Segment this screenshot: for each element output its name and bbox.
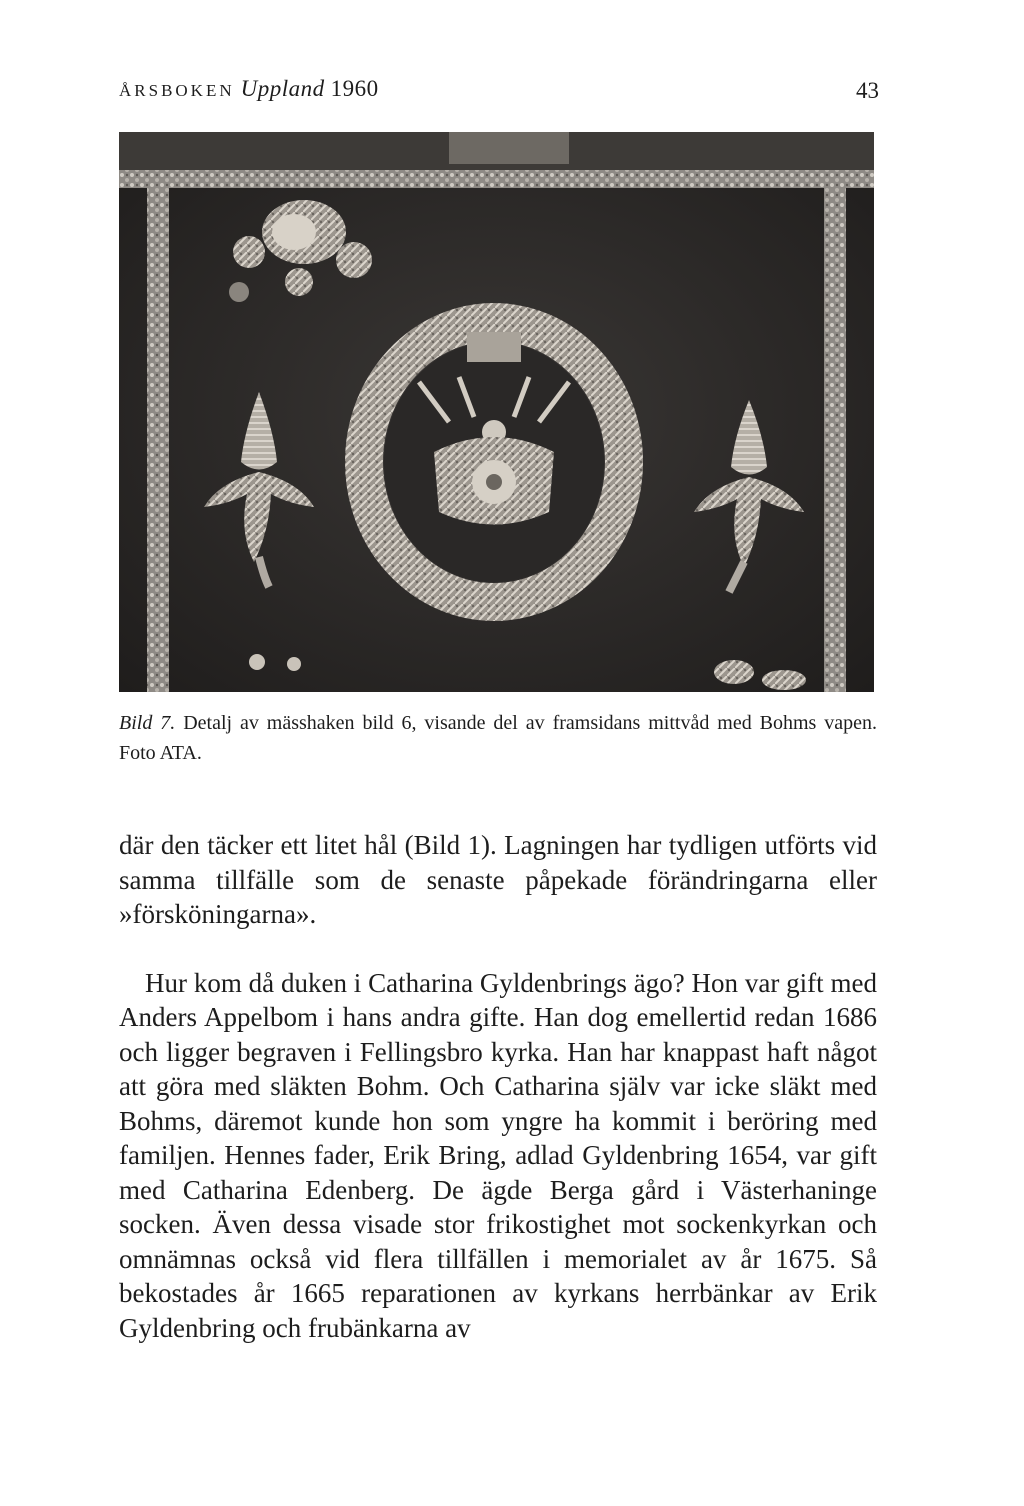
coat-of-arms-wreath: [364, 322, 624, 602]
paragraph-1: där den täcker ett litet hål (Bild 1). Lagningen har tydligen utförts vid samma tillfälle som de senaste påpekade förändringarna eller »försköningarna».: [119, 830, 877, 929]
paragraph-2: Hur kom då duken i Catharina Gyldenbrings ägo? Hon var gift med Anders Appelbom i hans andra gifte. Han dog emellertid redan 1686 och ligger begraven i Fellingsbro kyrka. Han har knappast haft något att göra med släkten Bohm. Och Catharina själv var icke släkt med Bohms, däremot kunde hon som yngre ha kommit i beröring med familjen. Hennes fader, Erik Bring, adlad Gyldenbring 1654, var gift med Catharina Edenberg. De ägde Berga gård i Västerhaninge socken. Även dessa visade stor frikostighet mot sockenkyrkan och omnämnas också vid flera tillfällen i memorialet av år 1675. Så bekostades år 1665 reparationen av kyrkans herrbänkar av Erik Gyldenbring och frubänkarna av: [119, 967, 877, 1343]
journal-title: [119, 76, 379, 101]
journal-name: Uppland: [240, 76, 325, 101]
figure-photo: [119, 132, 874, 692]
caption-text: Detalj av mässhaken bild 6, visande del av framsidans mittvåd med Bohms vapen. Foto ATA.: [119, 712, 877, 764]
caption-label: Bild 7.: [119, 712, 176, 734]
journal-year: 1960: [330, 76, 379, 101]
running-head: [119, 76, 879, 112]
page-number: 43: [856, 78, 879, 103]
body-text: [119, 828, 877, 1345]
figure-caption: [119, 708, 877, 768]
journal-prefix: ÅRSBOKEN: [119, 81, 235, 100]
embroidery-photo-image: [119, 132, 874, 692]
